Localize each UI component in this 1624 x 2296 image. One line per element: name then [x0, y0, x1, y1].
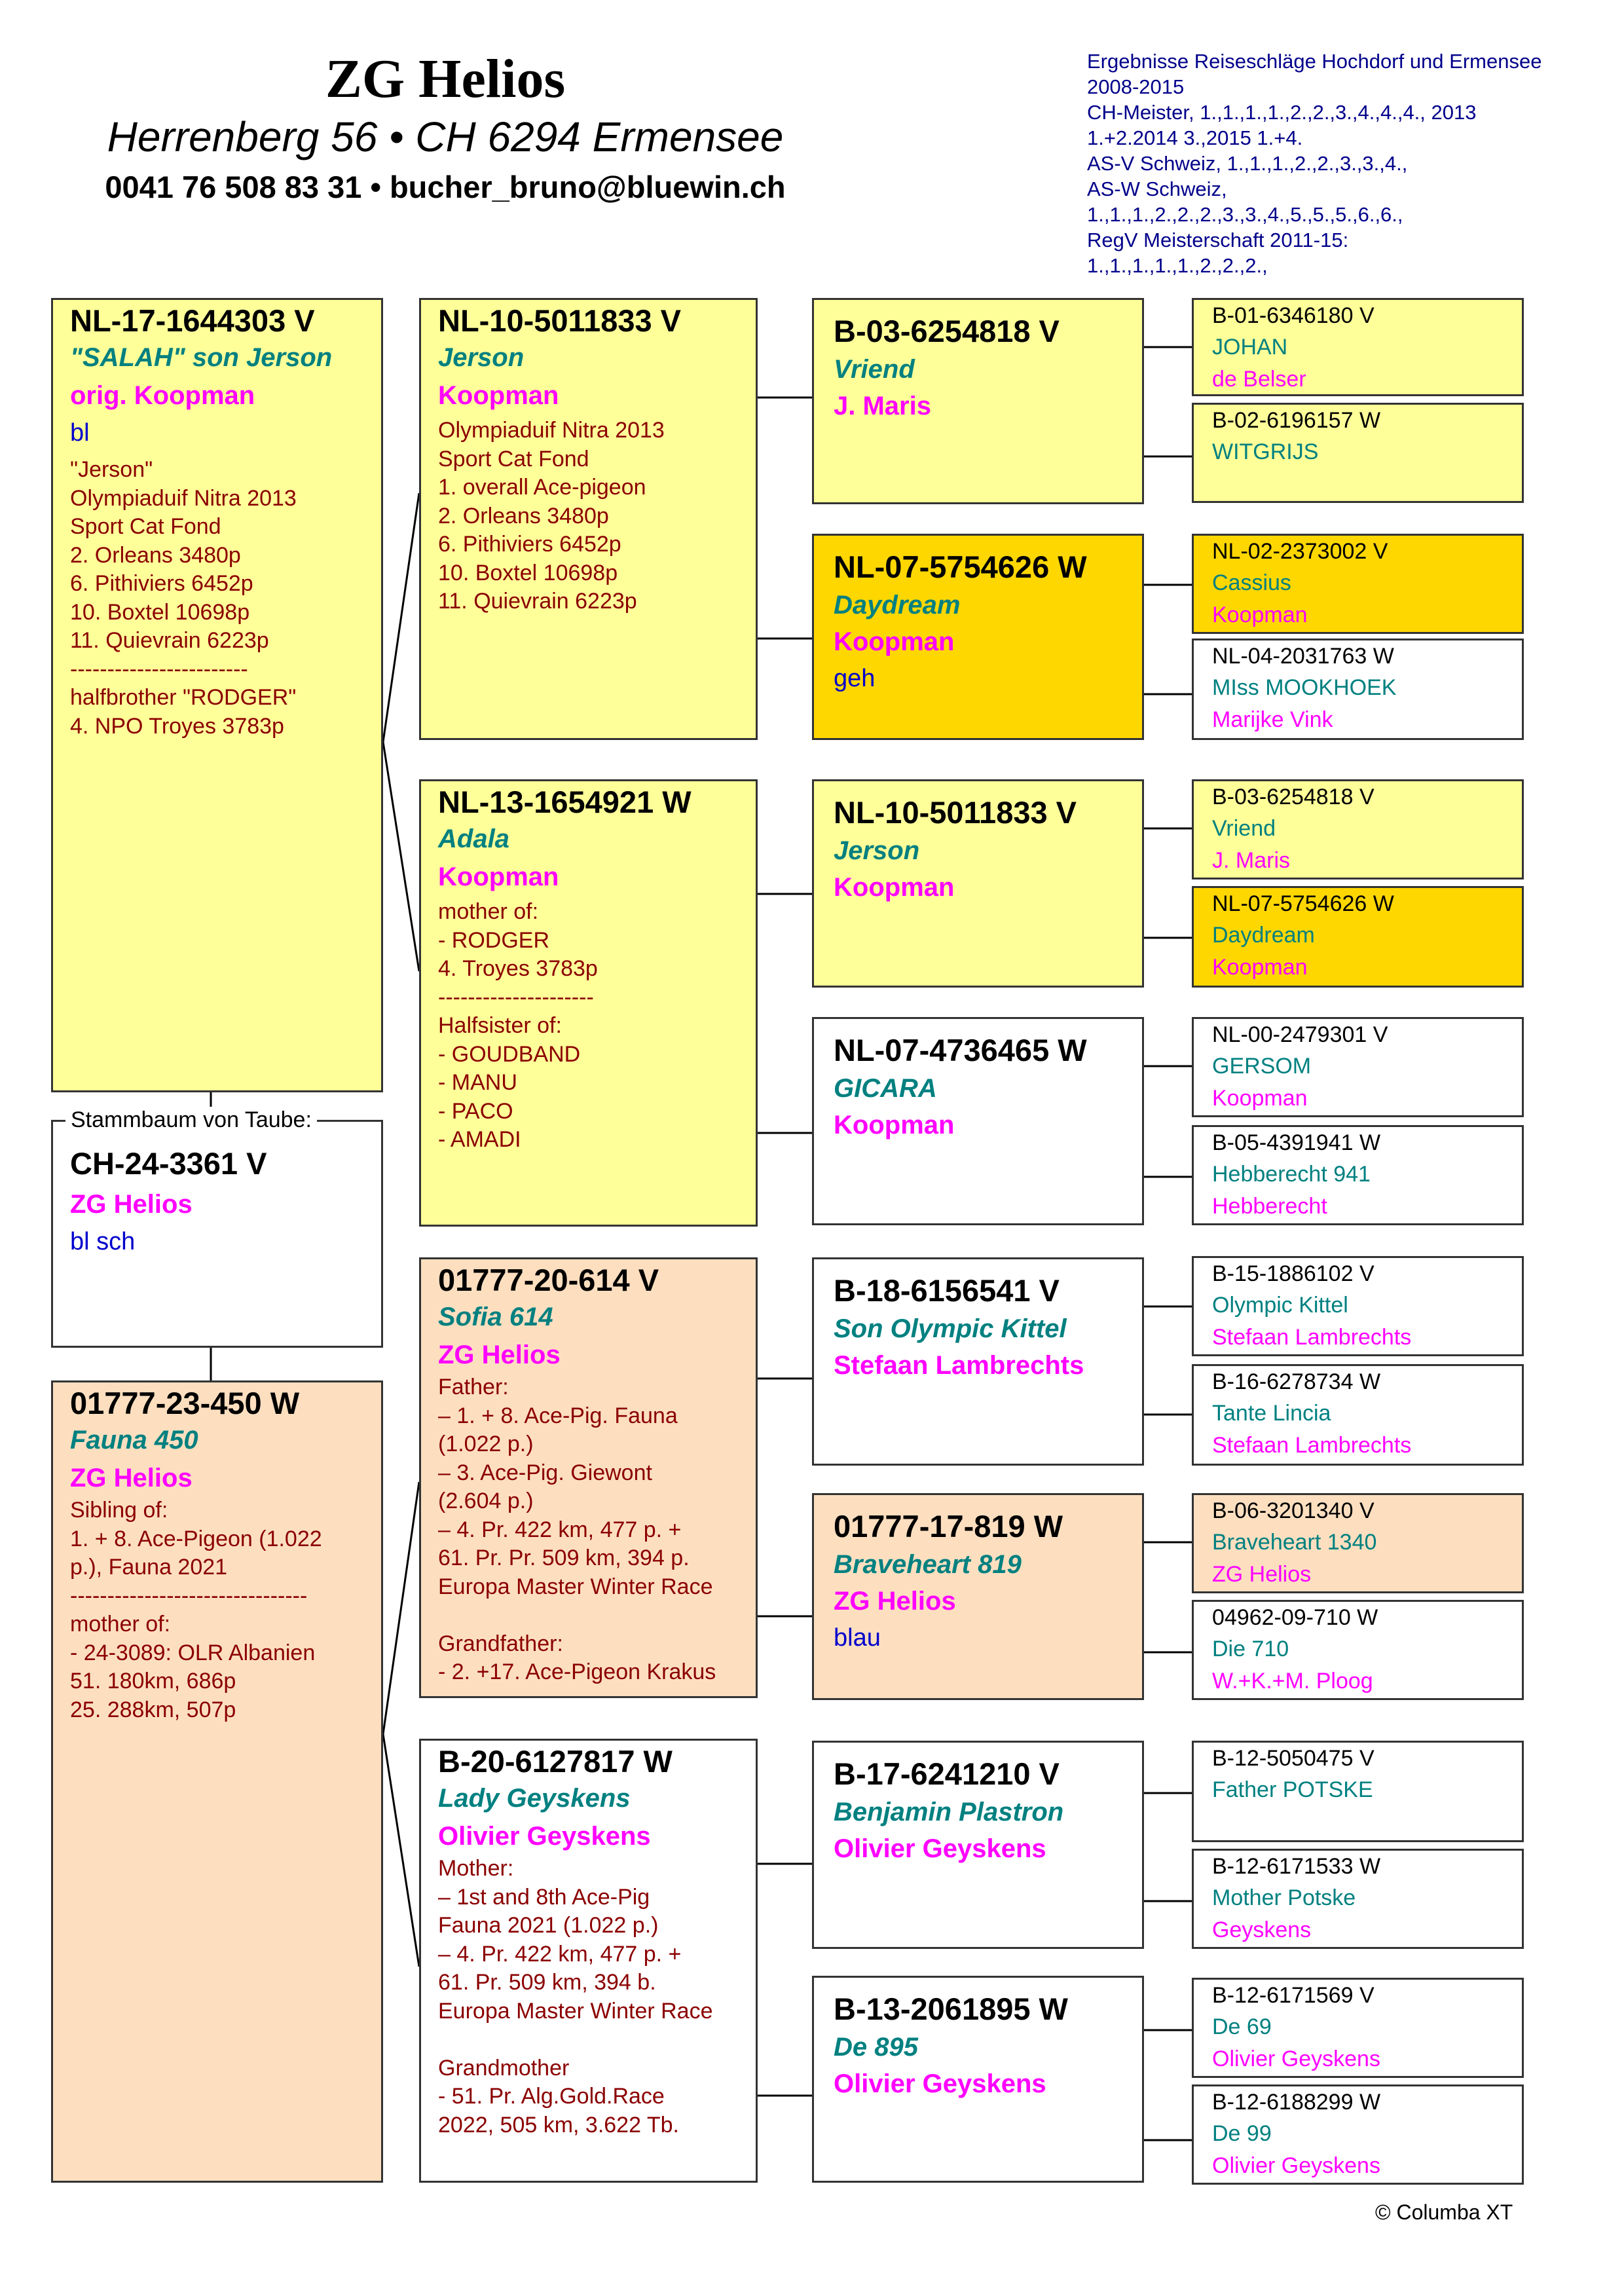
sire-breeder: orig. Koopman	[70, 381, 255, 410]
gen2-ring: NL-13-1654921 W	[438, 785, 692, 819]
gen4-name: MIss MOOKHOEK	[1212, 675, 1397, 700]
dam-notes: Sibling of: 1. + 8. Ace-Pigeon (1.022 p.), Fauna 2021 -------------------------------- mother of: - 24-3089: OLR Albanien 51. 180km, 686p 25. 288km, 507p	[70, 1498, 322, 1722]
gen3-ring: B-18-6156541 V	[834, 1273, 1060, 1308]
gen4-ring: B-12-6171533 W	[1212, 1854, 1381, 1879]
gen4-name: WITGRIJS	[1212, 439, 1319, 464]
gen4-breeder: Koopman	[1212, 955, 1308, 980]
gen4-breeder: Stefaan Lambrechts	[1212, 1325, 1412, 1350]
gen4-breeder: Olivier Geyskens	[1212, 2153, 1380, 2178]
gen4-card[interactable]	[1192, 1017, 1524, 1117]
gen3-card[interactable]	[812, 1257, 1144, 1466]
gen3-ring: B-13-2061895 W	[834, 1991, 1068, 2026]
sire-card[interactable]	[51, 298, 383, 1092]
gen4-breeder: ZG Helios	[1212, 1562, 1312, 1587]
gen4-card[interactable]	[1192, 534, 1524, 634]
gen2-card[interactable]	[419, 1739, 758, 2183]
gen3-breeder: Koopman	[834, 1111, 955, 1139]
dam-breeder: ZG Helios	[70, 1464, 193, 1492]
dam-name: Fauna 450	[70, 1426, 198, 1454]
gen4-breeder: de Belser	[1212, 367, 1306, 392]
sire-color: bl	[70, 419, 90, 447]
gen4-breeder: Olivier Geyskens	[1212, 2046, 1380, 2071]
gen4-breeder: W.+K.+M. Ploog	[1212, 1669, 1373, 1694]
gen2-notes: Father: – 1. + 8. Ace-Pig. Fauna (1.022 p.) – 3. Ace-Pig. Giewont (2.604 p.) – 4. Pr. 422 km, 477 p. + 61. Pr. Pr. 509 km, 394 p. Europa Master Winter Race Grandfather: - 2. +17. Ace-Pigeon Krakus	[438, 1375, 716, 1684]
gen4-ring: B-12-6188299 W	[1212, 2090, 1381, 2115]
gen4-ring: B-02-6196157 W	[1212, 408, 1381, 433]
owner-contact: 0041 76 508 83 31 • bucher_bruno@bluewin.ch	[105, 170, 786, 204]
gen2-card[interactable]	[419, 779, 758, 1227]
gen3-ring: NL-07-4736465 W	[834, 1033, 1087, 1067]
gen4-ring: B-06-3201340 V	[1212, 1498, 1375, 1523]
gen2-ring: 01777-20-614 V	[438, 1263, 659, 1297]
gen3-name: Benjamin Plastron	[834, 1798, 1064, 1826]
gen3-name: Vriend	[834, 355, 915, 384]
subject-breeder: ZG Helios	[70, 1190, 193, 1219]
gen4-name: De 99	[1212, 2121, 1272, 2146]
gen4-card[interactable]	[1192, 1493, 1524, 1593]
gen3-breeder: ZG Helios	[834, 1587, 956, 1616]
gen4-ring: B-12-5050475 V	[1212, 1746, 1375, 1771]
gen4-name: Olympic Kittel	[1212, 1293, 1348, 1318]
gen3-ring: B-03-6254818 V	[834, 314, 1060, 348]
gen4-ring: B-05-4391941 W	[1212, 1130, 1381, 1155]
gen3-name: Daydream	[834, 591, 961, 620]
gen3-color: blau	[834, 1624, 881, 1652]
gen4-name: JOHAN	[1212, 335, 1288, 360]
gen4-ring: NL-00-2479301 V	[1212, 1022, 1388, 1047]
subject-color: bl sch	[70, 1228, 136, 1255]
gen4-breeder: Koopman	[1212, 602, 1308, 627]
gen2-notes: Mother: – 1st and 8th Ace-Pig Fauna 2021 (1.022 p.) – 4. Pr. 422 km, 477 p. + 61. Pr. 509 km, 394 b. Europa Master Winter Race Grandmother - 51. Pr. Alg.Gold.Race 2022, 505 km, 3.622 Tb.	[438, 1856, 713, 2138]
gen3-name: Jerson	[834, 836, 920, 865]
results-text: Ergebnisse Reiseschläge Hochdorf und Ermensee 2008-2015 CH-Meister, 1.,1.,1.,1.,2.,2.,3.,4.,4.,4., 2013 1.+2.2014 3.,2015 1.+4. AS-V Schweiz, 1.,1.,1.,2.,2.,3.,3.,4., AS-W Schweiz, 1.,1.,1.,2.,2.,2.,3.,3.,4.,5.,5.,5.,6.,6., RegV Meisterschaft 2011-15: 1.,1.,1.,1.,1.,2.,2.,2.,	[1087, 50, 1542, 277]
gen3-breeder: J. Maris	[834, 392, 931, 420]
gen3-breeder: Koopman	[834, 627, 955, 656]
gen3-ring: 01777-17-819 W	[834, 1509, 1063, 1544]
gen4-ring: B-01-6346180 V	[1212, 303, 1375, 328]
subject-legend: Stammbaum von Taube:	[65, 1107, 317, 1133]
gen3-ring: B-17-6241210 V	[834, 1756, 1060, 1791]
gen3-color: geh	[834, 665, 876, 692]
gen2-name: Jerson	[438, 343, 525, 372]
gen4-name: Vriend	[1212, 816, 1276, 841]
gen4-ring: B-12-6171569 V	[1212, 1983, 1375, 2008]
gen3-ring: NL-07-5754626 W	[834, 549, 1087, 584]
gen4-card[interactable]	[1192, 1741, 1524, 1842]
gen3-name: GICARA	[834, 1074, 937, 1103]
gen2-notes: mother of: - RODGER 4. Troyes 3783p --------------------- Halfsister of: - GOUDBAND - MANU - PACO - AMADI	[438, 899, 598, 1152]
gen4-card[interactable]	[1192, 1256, 1524, 1356]
gen4-name: De 69	[1212, 2014, 1272, 2039]
gen4-breeder: Geyskens	[1212, 1917, 1312, 1942]
gen3-card[interactable]	[812, 1017, 1144, 1225]
gen3-breeder: Stefaan Lambrechts	[834, 1351, 1084, 1380]
gen3-card[interactable]	[812, 1976, 1144, 2183]
owner-address: Herrenberg 56 • CH 6294 Ermensee	[107, 113, 784, 160]
gen4-card[interactable]	[1192, 1978, 1524, 2078]
gen4-name: GERSOM	[1212, 1054, 1312, 1079]
gen2-breeder: Koopman	[438, 862, 559, 891]
gen2-notes: Olympiaduif Nitra 2013 Sport Cat Fond 1. overall Ace-pigeon 2. Orleans 3480p 6. Pithiviers 6452p 10. Boxtel 10698p 11. Quievrain 6223p	[438, 418, 665, 614]
sire-notes: "Jerson" Olympiaduif Nitra 2013 Sport Cat Fond 2. Orleans 3480p 6. Pithiviers 6452p 10. Boxtel 10698p 11. Quievrain 6223p ------------------------ halfbrother "RODGER" 4. NPO Troyes 3783p	[70, 457, 297, 739]
gen4-ring: NL-07-5754626 W	[1212, 891, 1394, 916]
subject-ring: CH-24-3361 V	[70, 1146, 267, 1181]
gen4-ring: B-16-6278734 W	[1212, 1369, 1381, 1394]
gen3-name: Son Olympic Kittel	[834, 1314, 1067, 1343]
gen3-breeder: Olivier Geyskens	[834, 1834, 1046, 1863]
gen2-ring: B-20-6127817 W	[438, 1744, 673, 1779]
gen3-breeder: Olivier Geyskens	[834, 2069, 1046, 2098]
gen2-name: Lady Geyskens	[438, 1784, 631, 1813]
gen4-card[interactable]	[1192, 1849, 1524, 1949]
page-title: ZG Helios	[325, 48, 566, 109]
gen4-breeder: Marijke Vink	[1212, 707, 1333, 732]
sire-name: "SALAH" son Jerson	[70, 343, 333, 372]
gen3-card[interactable]	[812, 298, 1144, 504]
gen4-ring: 04962-09-710 W	[1212, 1605, 1378, 1630]
dam-card[interactable]	[51, 1380, 383, 2183]
gen4-card[interactable]	[1192, 298, 1524, 396]
subject-card[interactable]	[51, 1120, 383, 1348]
gen3-card[interactable]	[812, 1493, 1144, 1700]
gen2-breeder: Olivier Geyskens	[438, 1822, 651, 1851]
gen4-breeder: J. Maris	[1212, 848, 1290, 873]
gen4-name: Tante Lincia	[1212, 1401, 1331, 1426]
gen3-name: Braveheart 819	[834, 1550, 1022, 1579]
gen2-ring: NL-10-5011833 V	[438, 303, 682, 338]
gen3-ring: NL-10-5011833 V	[834, 795, 1077, 830]
gen4-name: Mother Potske	[1212, 1885, 1356, 1910]
gen4-ring: NL-02-2373002 V	[1212, 539, 1388, 564]
gen2-breeder: Koopman	[438, 381, 559, 410]
gen4-name: Cassius	[1212, 570, 1291, 595]
gen4-breeder: Koopman	[1212, 1086, 1308, 1111]
results-summary	[1087, 48, 1559, 278]
gen2-card[interactable]	[419, 298, 758, 740]
gen4-card[interactable]	[1192, 1364, 1524, 1466]
gen3-breeder: Koopman	[834, 873, 955, 902]
gen4-card[interactable]	[1192, 639, 1524, 740]
gen3-card[interactable]	[812, 779, 1144, 988]
gen4-name: Braveheart 1340	[1212, 1530, 1377, 1555]
gen3-card[interactable]	[812, 1741, 1144, 1949]
gen4-card[interactable]	[1192, 403, 1524, 503]
gen4-card[interactable]	[1192, 779, 1524, 880]
gen4-ring: NL-04-2031763 W	[1212, 644, 1394, 669]
gen2-card[interactable]	[419, 1257, 758, 1698]
gen4-card[interactable]	[1192, 2084, 1524, 2185]
gen3-name: De 895	[834, 2033, 918, 2062]
gen4-card[interactable]	[1192, 1600, 1524, 1700]
gen4-card[interactable]	[1192, 886, 1524, 988]
gen4-name: Hebberecht 941	[1212, 1162, 1371, 1187]
gen4-ring: B-15-1886102 V	[1212, 1261, 1375, 1286]
gen4-ring: B-03-6254818 V	[1212, 785, 1375, 809]
gen4-card[interactable]	[1192, 1125, 1524, 1225]
gen2-name: Sofia 614	[438, 1303, 553, 1331]
sire-ring: NL-17-1644303 V	[70, 303, 315, 338]
gen4-name: Father POTSKE	[1212, 1777, 1373, 1802]
gen3-card[interactable]	[812, 534, 1144, 740]
gen4-name: Daydream	[1212, 923, 1315, 948]
gen2-breeder: ZG Helios	[438, 1341, 561, 1369]
gen4-breeder: Stefaan Lambrechts	[1212, 1433, 1412, 1458]
copyright-notice: © Columba XT	[1375, 2200, 1513, 2224]
gen2-name: Adala	[438, 824, 509, 853]
gen4-breeder: Hebberecht	[1212, 1194, 1327, 1219]
dam-ring: 01777-23-450 W	[70, 1386, 300, 1420]
gen4-name: Die 710	[1212, 1637, 1289, 1661]
